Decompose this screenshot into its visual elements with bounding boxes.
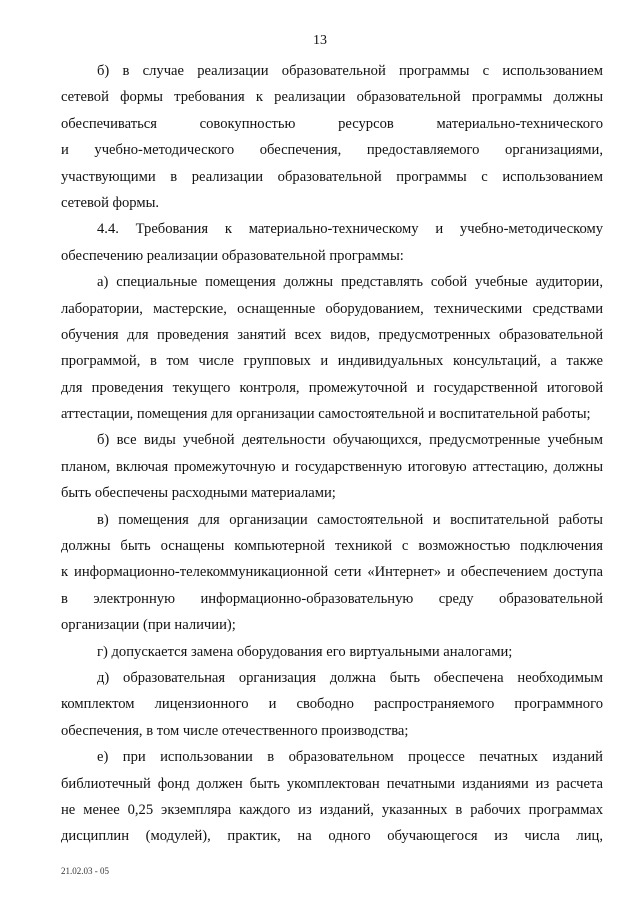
text-line: программой, в том числе групповых и индивидуальных консультаций, а также xyxy=(61,353,603,370)
text-line: 4.4. Требования к материально-техническому и учебно-методическому xyxy=(97,221,603,238)
text-line: быть обеспечены расходными материалами; xyxy=(61,485,336,502)
text-line: д) образовательная организация должна быть обеспечена необходимым xyxy=(97,669,603,686)
page-number: 13 xyxy=(313,33,327,48)
text-line: лаборатории, мастерские, оснащенные оборудованием, техническими средствами xyxy=(61,300,603,317)
text-line: к информационно-телекоммуникационной сети «Интернет» и обеспечением доступа xyxy=(61,564,603,581)
text-line: библиотечный фонд должен быть укомплектован печатными изданиями из расчета xyxy=(61,775,603,792)
text-line: не менее 0,25 экземпляра каждого из изданий, указанных в рабочих программах xyxy=(61,801,603,818)
text-line: дисциплин (модулей), практик, на одного обучающегося из числа лиц, xyxy=(61,828,603,845)
text-line: сетевой формы. xyxy=(61,194,160,211)
text-line: г) допускается замена оборудования его виртуальными аналогами; xyxy=(97,643,513,660)
text-line: участвующими в реализации образовательной программы с использованием xyxy=(61,168,603,185)
text-line: е) при использовании в образовательном процессе печатных изданий xyxy=(97,749,603,766)
text-line: обучения для проведения занятий всех видов, предусмотренных образовательной xyxy=(61,326,603,343)
text-line: должны быть оснащены компьютерной техникой с возможностью подключения xyxy=(61,538,603,555)
text-line: и учебно-методического обеспечения, предоставляемого организациями, xyxy=(61,142,603,159)
text-line: сетевой формы требования к реализации образовательной программы должны xyxy=(61,89,603,106)
document-body xyxy=(61,58,603,850)
text-line: аттестации, помещения для организации самостоятельной и воспитательной работы; xyxy=(61,406,591,423)
text-line: планом, включая промежуточную и государственную итоговую аттестацию, должны xyxy=(61,458,603,475)
document-code: 21.02.03 - 05 xyxy=(61,866,109,876)
text-line: обеспечению реализации образовательной программы: xyxy=(61,247,404,264)
text-line: б) в случае реализации образовательной программы с использованием xyxy=(97,63,603,79)
text-line: для проведения текущего контроля, промежуточной и государственной итоговой xyxy=(61,379,603,396)
text-line: комплектом лицензионного и свободно распространяемого программного xyxy=(61,696,603,713)
text-line: а) специальные помещения должны представлять собой учебные аудитории, xyxy=(97,274,603,291)
text-line: в электронную информационно-образовательную среду образовательной xyxy=(61,590,603,607)
text-line: обеспечиваться совокупностью ресурсов материально-технического xyxy=(61,115,603,132)
text-line: б) все виды учебной деятельности обучающихся, предусмотренные учебным xyxy=(97,432,603,449)
text-line: обеспечения, в том числе отечественного производства; xyxy=(61,722,409,739)
text-line: организации (при наличии); xyxy=(61,617,236,634)
text-line: в) помещения для организации самостоятельной и воспитательной работы xyxy=(97,511,603,528)
